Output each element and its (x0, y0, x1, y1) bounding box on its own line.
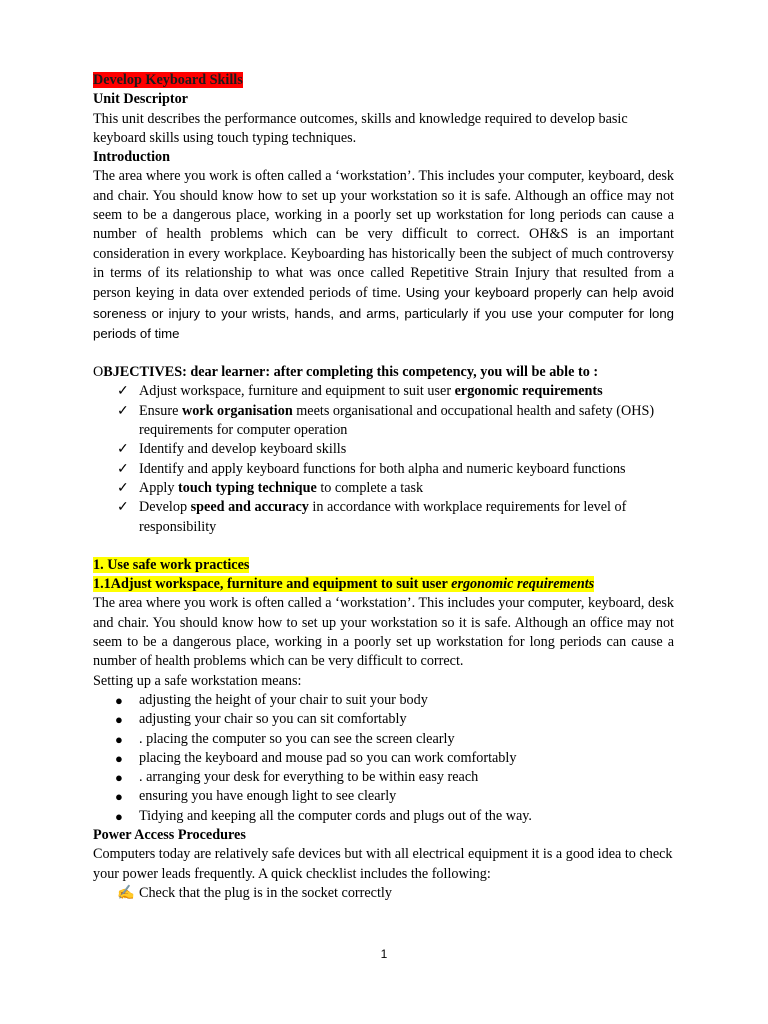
unit-descriptor-text: This unit describes the performance outcomes, skills and knowledge required to develop basic keyboard skills using touch typing techniques. (93, 110, 628, 146)
check-mark-icon: ✓ (117, 479, 129, 496)
spacer (93, 537, 674, 556)
safe-workstation-list (93, 691, 674, 826)
section1-heading-text: 1. Use safe work practices (93, 556, 250, 573)
list-item-text: . arranging your desk for everything to be within easy reach (139, 769, 479, 786)
list-item-text: placing the keyboard and mouse pad so you can work comfortably (139, 749, 517, 766)
objective-text-tail: to complete a task (316, 479, 424, 496)
objective-text: Identify and apply keyboard functions for both alpha and numeric keyboard functions (139, 460, 626, 477)
power-checklist (93, 884, 674, 903)
section1-heading (93, 556, 674, 575)
objective-text: Apply (139, 479, 179, 496)
introduction-text-sans: Using your keyboard properly can help avoid soreness or injury to your wrists, hands, and arms, particularly if you use your computer for long periods of time (93, 285, 674, 341)
section1-1-paragraph: The area where you work is often called a ‘workstation’. This includes your computer, keyboard, desk and chair. You should know how to set up your workstation so it is safe. Although an office may not seem to be a dangerous place, working in a poorly set up workstation for long periods can cause a number of health problems which can be very difficult to correct. (93, 595, 674, 670)
objectives-first-letter: O (93, 364, 104, 381)
section1-1-heading-box (93, 576, 594, 592)
doc-title-text: Develop Keyboard Skills (93, 72, 243, 88)
introduction-heading: Introduction (93, 149, 170, 166)
checklist-item-text: Check that the plug is in the socket correctly (139, 884, 392, 901)
objective-item (93, 479, 674, 498)
objective-text-tail: meets organisational and occupational health and safety (OHS) requirements for computer operation (139, 402, 655, 439)
power-heading: Power Access Procedures (93, 826, 246, 843)
list-item (93, 787, 674, 806)
writing-hand-icon: ✍ (117, 884, 135, 901)
section1-1-heading (93, 575, 674, 594)
list-item (93, 807, 674, 826)
objective-text: Adjust workspace, furniture and equipment to suit user (139, 383, 455, 400)
bullet-icon: ● (115, 712, 123, 728)
section1-1-heading-italic: ergonomic requirements (451, 576, 595, 593)
objectives-heading (93, 363, 674, 382)
objective-text: Develop (139, 499, 191, 516)
list-item (93, 768, 674, 787)
document-page (93, 71, 674, 903)
list-item-text: Tidying and keeping all the computer cords and plugs out of the way. (139, 807, 532, 824)
list-item (93, 710, 674, 729)
check-mark-icon: ✓ (117, 441, 129, 458)
objective-text: Identify and develop keyboard skills (139, 441, 347, 458)
check-mark-icon: ✓ (117, 499, 129, 516)
check-mark-icon: ✓ (117, 402, 129, 419)
section1-1-heading-text: 1.1Adjust workspace, furniture and equipment to suit user (93, 576, 452, 593)
objective-bold-text: speed and accuracy (190, 499, 309, 516)
objective-bold-text: work organisation (181, 402, 293, 419)
objective-item (93, 440, 674, 459)
check-mark-icon: ✓ (117, 460, 129, 477)
check-mark-icon: ✓ (117, 383, 129, 400)
unit-descriptor-heading: Unit Descriptor (93, 91, 188, 108)
objective-text: Ensure (139, 402, 182, 419)
bullet-icon: ● (115, 750, 123, 766)
doc-title (93, 71, 674, 90)
objective-text-tail: in accordance with workplace requirements for level of responsibility (139, 499, 627, 535)
objectives-heading-text: BJECTIVES: dear learner: after completing this competency, you will be able to : (103, 364, 599, 381)
objective-bold-text: ergonomic requirements (454, 383, 603, 400)
list-item-text: ensuring you have enough light to see clearly (139, 788, 397, 805)
bullet-icon: ● (115, 692, 123, 708)
bullet-icon: ● (115, 770, 123, 786)
introduction-paragraph (93, 167, 674, 344)
introduction-text: The area where you work is often called a ‘workstation’. This includes your computer, keyboard, desk and chair. You should know how to set up your workstation so it is safe. Although an office may not seem to be a dangerous place, working in a poorly set up workstation for long periods can cause a number of health problems which can be very difficult to correct. OH&S is an important consideration in every workplace. Keyboarding has historically been the subject of much controversy in terms of its relationship to what was once called Repetitive Strain Injury that resulted from a person keying in data over extended periods of time. (93, 168, 674, 302)
objective-item (93, 382, 674, 401)
list-item (93, 691, 674, 710)
page-number: 1 (380, 947, 388, 961)
safe-workstation-intro: Setting up a safe workstation means: (93, 672, 302, 689)
objective-item (93, 402, 674, 441)
objective-bold-text: touch typing technique (178, 479, 317, 496)
bullet-icon: ● (115, 731, 123, 747)
power-paragraph: Computers today are relatively safe devices but with all electrical equipment it is a good idea to check your power leads frequently. A quick checklist includes the following: (93, 846, 673, 882)
list-item (93, 730, 674, 749)
list-item-text: . placing the computer so you can see the screen clearly (139, 730, 455, 747)
bullet-icon: ● (115, 789, 123, 805)
list-item (93, 749, 674, 768)
list-item-text: adjusting the height of your chair to suit your body (139, 691, 428, 708)
bullet-icon: ● (115, 808, 123, 824)
checklist-item (93, 884, 674, 903)
objective-item (93, 460, 674, 479)
list-item-text: adjusting your chair so you can sit comfortably (139, 711, 407, 728)
objective-item (93, 498, 674, 537)
objectives-list (93, 382, 674, 536)
spacer (93, 344, 674, 363)
